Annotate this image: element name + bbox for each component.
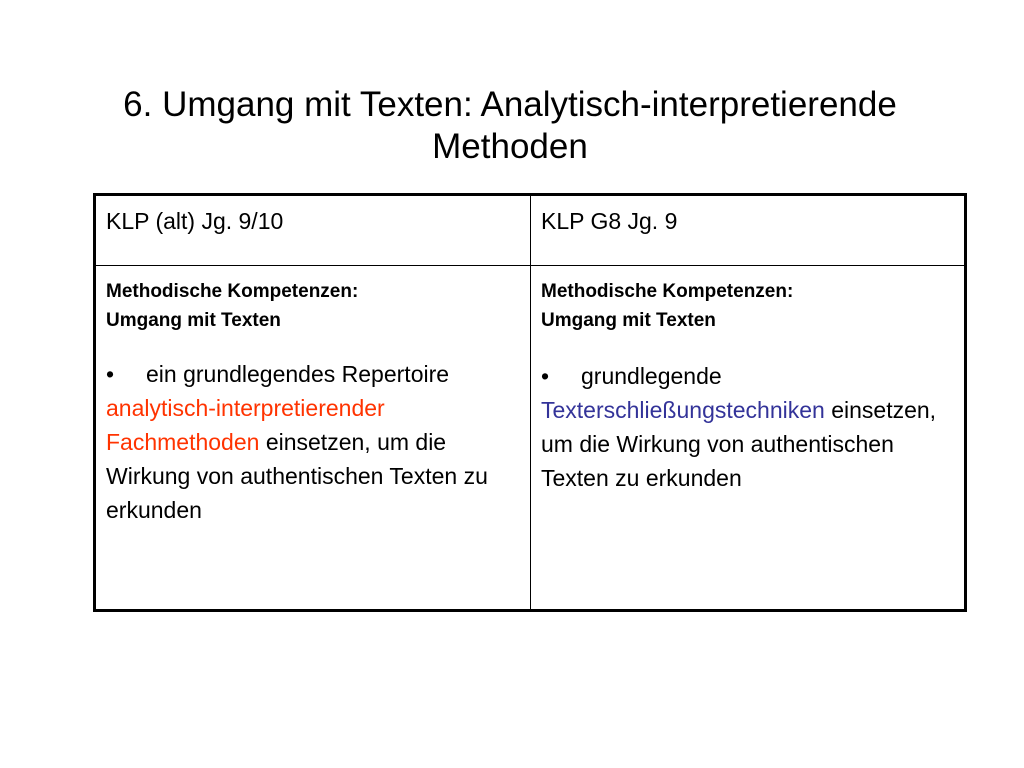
kompetenz-heading-line-1: Methodische Kompetenzen: [541,281,794,302]
highlight-text-blue: Texterschließungstechniken [541,397,825,423]
slide-title [60,84,960,168]
slide-title-line-2: Methoden [432,127,588,166]
bullet-icon: • [541,363,550,389]
bullet-text-start: grundlegende [581,363,722,389]
table-cell-klp-g8 [531,266,964,609]
bullet-item [106,357,520,527]
kompetenz-heading-line-1: Methodische Kompetenzen: [106,281,359,302]
slide-title-line-1: 6. Umgang mit Texten: Analytisch-interpretierende [123,85,897,124]
bullet-text-end: einsetzen, um die Wirkung von authentischen Texten zu erkunden [106,429,488,523]
bullet-icon: • [106,361,115,387]
comparison-table [93,193,967,612]
bullet-text-end: einsetzen, um die Wirkung von authentischen Texten zu erkunden [541,397,937,491]
highlight-text-red: analytisch-interpretierender Fachmethoden [106,395,385,455]
kompetenz-heading-line-2: Umgang mit Texten [106,310,281,331]
table-cell-klp-alt [96,266,530,609]
table-header-klp-g8: KLP G8 Jg. 9 [541,208,678,234]
bullet-text-start: ein grundlegendes Repertoire [146,361,450,387]
bullet-item [541,359,954,495]
kompetenz-heading [106,277,520,335]
table-header-klp-alt: KLP (alt) Jg. 9/10 [106,208,284,234]
kompetenz-heading [541,277,954,335]
kompetenz-heading-line-2: Umgang mit Texten [541,310,716,331]
